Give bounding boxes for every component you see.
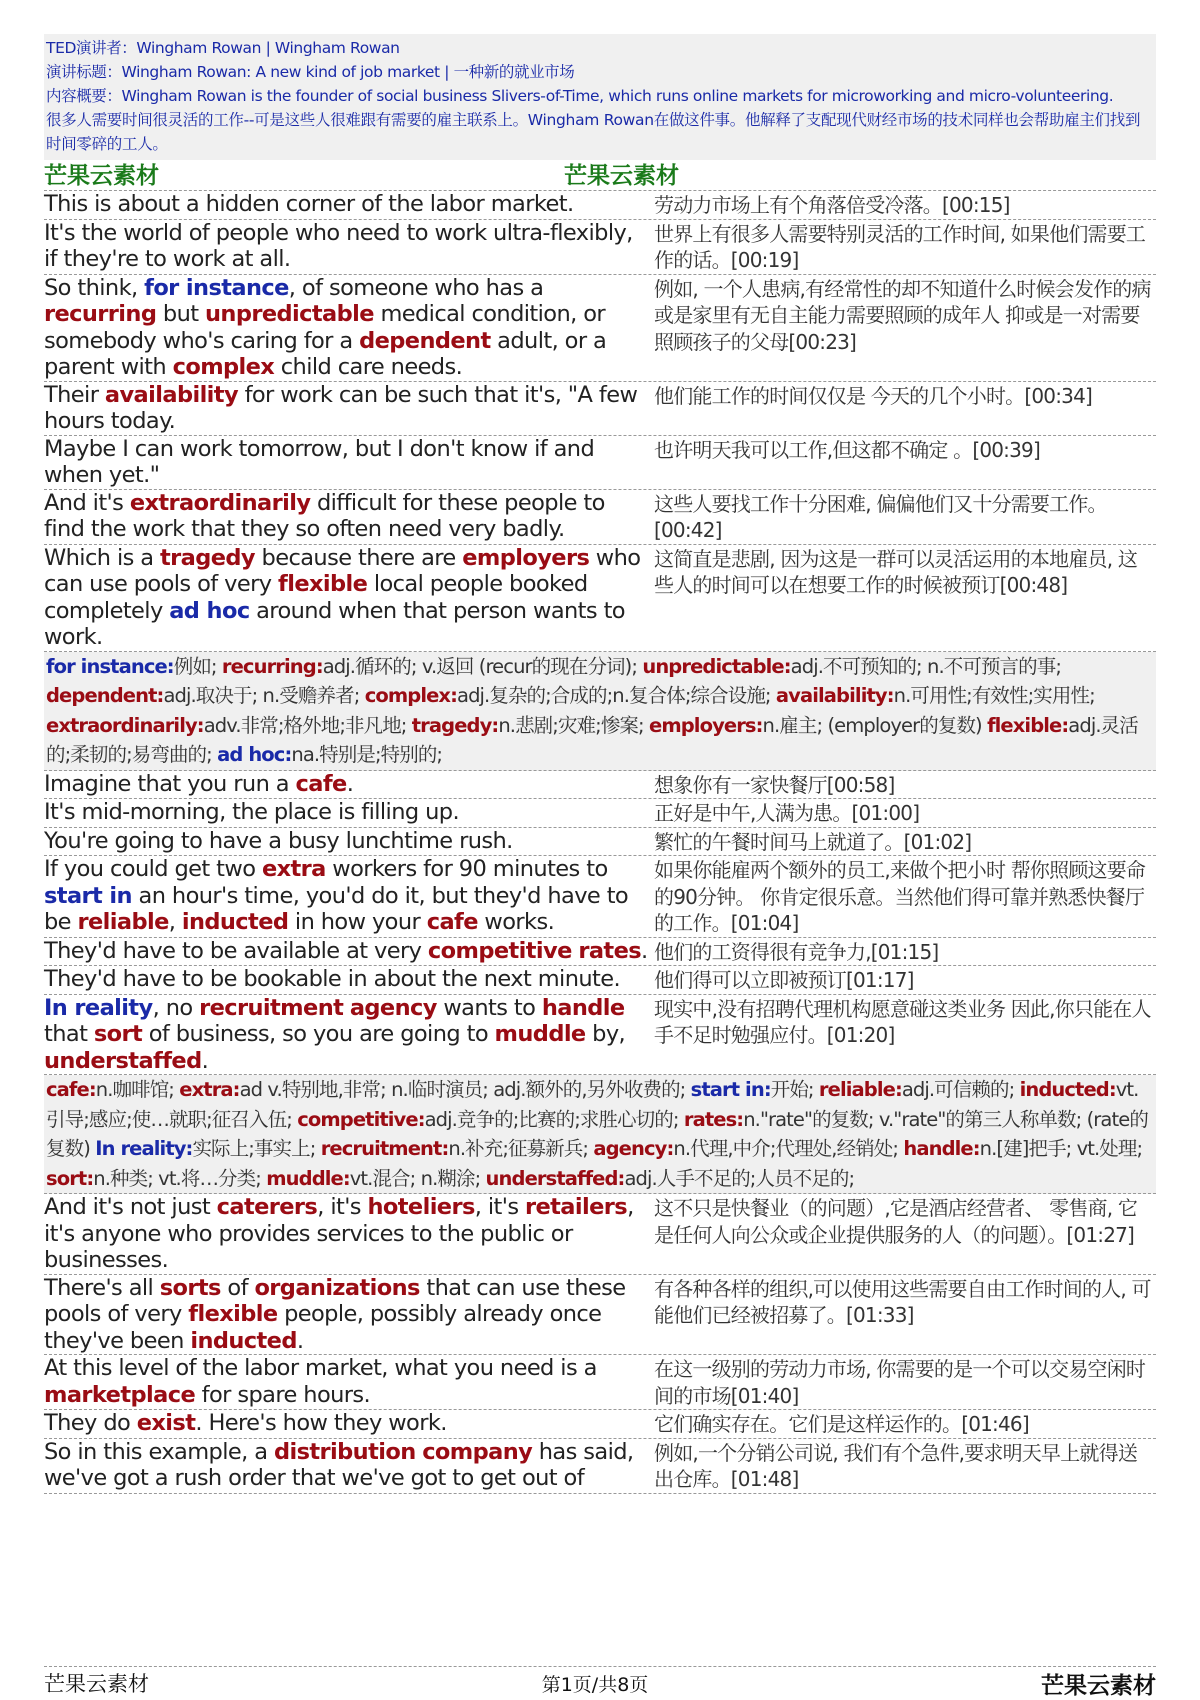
transcript bbox=[44, 191, 1156, 1494]
vocab-definition: adj.复杂的;合成的;n.复合体;综合设施; bbox=[457, 684, 776, 707]
chinese-translation: 这些人要找工作十分困难, 偏偏他们又十分需要工作。[00:42] bbox=[654, 491, 1107, 542]
vocab-term: competitive: bbox=[297, 1107, 425, 1131]
vocab-term: sort: bbox=[46, 1166, 94, 1190]
english-sentence bbox=[44, 490, 654, 544]
chinese-translation: 这不只是快餐业（的问题）,它是酒店经营者、 零售商, 它是任何人向公众或企业提供服务的人（的问题）。[01:27] bbox=[654, 1196, 1138, 1247]
sentence-text: At this level of the labor market, what you need is a bbox=[44, 1355, 597, 1381]
sentence-text: by, bbox=[585, 1021, 626, 1047]
vocab-definition: n.悲剧;灾难;惨案; bbox=[498, 713, 649, 737]
transcript-row bbox=[44, 490, 1156, 545]
vocab-term: muddle: bbox=[266, 1166, 350, 1190]
english-sentence bbox=[44, 1439, 654, 1493]
vocab-keyword: hoteliers bbox=[367, 1194, 475, 1220]
sentence-text: And it's not just bbox=[44, 1194, 217, 1220]
vocab-definition: n.种类; vt.将…分类; bbox=[93, 1166, 267, 1190]
transcript-row bbox=[44, 1410, 1156, 1439]
transcript-row bbox=[44, 436, 1156, 490]
sentence-text: because there are bbox=[255, 544, 463, 571]
english-sentence bbox=[44, 771, 654, 799]
vocab-keyword: exist bbox=[136, 1410, 196, 1436]
footer-left-watermark: 芒果云素材 bbox=[44, 1672, 149, 1696]
sentence-text: who can use pools of very bbox=[44, 544, 641, 597]
vocab-definition: na.特别是;特别的; bbox=[291, 743, 443, 766]
vocab-keyword: retailers bbox=[525, 1194, 628, 1220]
sentence-text: There's all bbox=[44, 1274, 160, 1301]
chinese-translation: 劳动力市场上有个角落倍受冷落。[00:15] bbox=[654, 193, 1010, 217]
vocab-term: recruitment: bbox=[320, 1137, 449, 1160]
sentence-text: It's the world of people who need to work ultra-flexibly, if they're to work at all. bbox=[44, 219, 633, 272]
sentence-text: . bbox=[346, 770, 354, 797]
sentence-text: So think, bbox=[44, 274, 145, 301]
vocab-definition: n.雇主; (employer的复数) bbox=[762, 713, 988, 737]
sentence-text: of bbox=[220, 1274, 255, 1301]
english-sentence bbox=[44, 275, 654, 381]
chinese-translation: 也许明天我可以工作,但这都不确定 。[00:39] bbox=[654, 437, 1040, 462]
transcript-row bbox=[44, 275, 1156, 382]
transcript-row bbox=[44, 1355, 1156, 1410]
transcript-row bbox=[44, 771, 1156, 800]
english-sentence bbox=[44, 1275, 654, 1355]
chinese-translation: 他们的工资得很有竞争力,[01:15] bbox=[654, 939, 939, 964]
sentence-text: Maybe I can work tomorrow, but I don't know if and when yet." bbox=[44, 435, 595, 488]
vocab-term: for instance: bbox=[46, 654, 174, 678]
vocab-keyword: inducted bbox=[181, 909, 289, 935]
vocab-term: employers: bbox=[649, 713, 763, 737]
sentence-text: , it's bbox=[317, 1194, 368, 1220]
sentence-text: adult, or a parent with bbox=[44, 327, 607, 380]
vocab-definition: adj.不可预知的; n.不可预言的事; bbox=[790, 654, 1062, 678]
sentence-text: , it's bbox=[474, 1194, 525, 1220]
vocab-definition: ad v.特别地,非常; n.临时演员; adj.额外的,另外收费的; bbox=[239, 1078, 691, 1101]
sentence-text: Imagine that you run a bbox=[44, 770, 296, 797]
english-sentence bbox=[44, 966, 654, 994]
vocab-definition: vt.引导;感应;使…就职;征召入伍; bbox=[46, 1078, 1139, 1131]
sentence-text: If you could get two bbox=[44, 856, 262, 882]
header-intro-zh: 很多人需要时间很灵活的工作--可是这些人很难跟有需要的雇主联系上。Wingham Rowan在做这件事。他解释了支配现代财经市场的技术同样也会帮助雇主们找到时间零碎的工人。 bbox=[46, 111, 1141, 153]
vocab-keyword: handle bbox=[541, 994, 625, 1021]
sentence-text: , bbox=[168, 909, 182, 935]
english-sentence bbox=[44, 545, 654, 651]
sentence-text: , of someone who has a bbox=[288, 274, 544, 301]
talk-header bbox=[44, 34, 1156, 160]
sentence-text: . Here's how they work. bbox=[195, 1410, 447, 1436]
transcript-row bbox=[44, 966, 1156, 995]
sentence-text: You're going to have a busy lunchtime rush. bbox=[44, 827, 513, 854]
chinese-translation: 想象你有一家快餐厅[00:58] bbox=[654, 772, 895, 797]
sentence-text: So in this example, a bbox=[44, 1438, 274, 1465]
sentence-text: They do bbox=[44, 1410, 137, 1436]
vocab-term: inducted: bbox=[1019, 1078, 1116, 1101]
sentence-text: for spare hours. bbox=[195, 1381, 371, 1408]
chinese-translation: 在这一级别的劳动力市场, 你需要的是一个可以交易空闲时间的市场[01:40] bbox=[654, 1357, 1146, 1408]
english-sentence bbox=[44, 382, 654, 435]
vocab-definition: n.代理,中介;代理处,经销处; bbox=[673, 1137, 904, 1160]
chinese-translation: 正好是中午,人满为患。[01:00] bbox=[654, 801, 920, 825]
chinese-translation: 例如,一个分销公司说, 我们有个急件,要求明天早上就得送出仓库。[01:48] bbox=[654, 1440, 1138, 1491]
vocab-definition: adj.循环的; v.返回 (recur的现在分词); bbox=[322, 654, 643, 678]
vocab-term: ad hoc: bbox=[217, 743, 292, 766]
page bbox=[44, 34, 1156, 1494]
vocab-keyword: dependent bbox=[359, 327, 491, 354]
vocab-definition: n.咖啡馆; bbox=[95, 1078, 180, 1101]
vocab-keyword: cafe bbox=[295, 770, 347, 797]
sentence-text: local people booked completely bbox=[44, 571, 588, 624]
watermark-left: 芒果云素材 bbox=[44, 162, 159, 189]
vocab-keyword: marketplace bbox=[44, 1381, 196, 1408]
sentence-text: that bbox=[44, 1021, 94, 1047]
vocab-definition: vt.混合; n.糊涂; bbox=[349, 1166, 486, 1190]
vocab-term: complex: bbox=[364, 684, 458, 707]
vocab-keyword: tragedy bbox=[160, 544, 255, 571]
vocab-term: start in: bbox=[690, 1078, 771, 1101]
sentence-text: And it's bbox=[44, 489, 130, 516]
vocabulary-notes bbox=[44, 652, 1156, 771]
vocab-definition: adj.竞争的;比赛的;求胜心切的; bbox=[424, 1107, 684, 1131]
vocab-keyword: ad hoc bbox=[169, 597, 250, 624]
watermark-right: 芒果云素材 bbox=[564, 162, 679, 189]
sentence-text: workers for 90 minutes to bbox=[325, 856, 608, 882]
page-footer bbox=[44, 1666, 1156, 1699]
sentence-text: an hour's time, you'd do it, but they'd have to be bbox=[44, 882, 629, 935]
vocab-definition: adj.人手不足的;人员不足的; bbox=[624, 1166, 855, 1190]
vocab-keyword: company bbox=[422, 1438, 533, 1465]
vocab-term: reliable: bbox=[818, 1078, 902, 1101]
sentence-text: This is about a hidden corner of the labor market. bbox=[44, 191, 574, 217]
vocab-keyword: unpredictable bbox=[205, 301, 374, 327]
english-sentence bbox=[44, 828, 654, 856]
transcript-row bbox=[44, 995, 1156, 1076]
english-sentence bbox=[44, 1194, 654, 1274]
transcript-row bbox=[44, 1194, 1156, 1275]
vocab-term: recurring: bbox=[221, 654, 323, 678]
vocab-term: rates: bbox=[683, 1107, 744, 1131]
vocab-term: extraordinarily: bbox=[46, 713, 204, 737]
english-sentence bbox=[44, 191, 654, 219]
vocab-definition: n.可用性;有效性;实用性; bbox=[893, 684, 1095, 707]
vocab-keyword: employers bbox=[462, 544, 590, 571]
sentence-text: . bbox=[641, 937, 648, 964]
vocab-term: tragedy: bbox=[411, 713, 499, 737]
vocab-term: availability: bbox=[775, 684, 894, 707]
sentence-text: , no bbox=[152, 994, 200, 1021]
chinese-translation: 这简直是悲剧, 因为这是一群可以灵活运用的本地雇员, 这些人的时间可以在想要工作的时候被预订[00:48] bbox=[654, 546, 1138, 597]
transcript-row bbox=[44, 799, 1156, 828]
sentence-text: around when that person wants to work. bbox=[44, 597, 625, 650]
english-sentence bbox=[44, 436, 654, 489]
english-sentence bbox=[44, 220, 654, 274]
vocab-keyword: distribution bbox=[273, 1438, 416, 1465]
transcript-row bbox=[44, 938, 1156, 967]
transcript-row bbox=[44, 828, 1156, 857]
chinese-translation: 例如, 一个人患病,有经常性的却不知道什么时候会发作的病 或是家里有无自主能力需要照顾的成年人 抑或是一对需要照顾孩子的父母[00:23] bbox=[654, 276, 1151, 354]
sentence-text: of business, so you are going to bbox=[142, 1021, 495, 1047]
vocab-term: cafe: bbox=[46, 1078, 96, 1101]
vocab-keyword: agency bbox=[349, 994, 437, 1021]
vocab-keyword: muddle bbox=[494, 1021, 586, 1047]
chinese-translation: 如果你能雇两个额外的员工,来做个把小时 帮你照顾这要命的90分钟。 你肯定很乐意。当然他们得可靠并熟悉快餐厅的工作。[01:04] bbox=[654, 858, 1146, 935]
sentence-text: wants to bbox=[436, 994, 542, 1021]
sentence-text: . bbox=[296, 1327, 304, 1354]
vocab-keyword: start in bbox=[44, 882, 132, 909]
vocab-keyword: for instance bbox=[144, 274, 289, 301]
sentence-text: people, possibly already once they've been bbox=[44, 1301, 602, 1354]
header-summary: 内容概要：Wingham Rowan is the founder of social business Slivers-of-Time, which runs online markets for microworking and micro-volunteering. bbox=[46, 87, 1114, 105]
vocab-definition: adj.可信赖的; bbox=[901, 1078, 1020, 1101]
vocab-term: dependent: bbox=[46, 684, 164, 707]
vocab-term: understaffed: bbox=[485, 1166, 625, 1190]
english-sentence bbox=[44, 938, 654, 966]
sentence-text: They'd have to be bookable in about the next minute. bbox=[44, 966, 621, 992]
chinese-translation: 它们确实存在。它们是这样运作的。[01:46] bbox=[654, 1412, 1029, 1436]
vocab-keyword: cafe bbox=[426, 909, 478, 935]
vocab-keyword: recurring bbox=[44, 301, 157, 327]
transcript-row bbox=[44, 191, 1156, 220]
sentence-text: that can use these pools of very bbox=[44, 1274, 626, 1327]
chinese-translation: 世界上有很多人需要特别灵活的工作时间, 如果他们需要工作的话。[00:19] bbox=[654, 221, 1146, 272]
vocab-definition: 实际上;事实上; bbox=[192, 1137, 321, 1160]
vocab-keyword: complex bbox=[172, 354, 275, 380]
english-sentence bbox=[44, 1355, 654, 1409]
sentence-text: Their bbox=[44, 381, 105, 408]
vocab-keyword: rates bbox=[578, 937, 642, 964]
chinese-translation: 他们能工作的时间仅仅是 今天的几个小时。[00:34] bbox=[654, 383, 1092, 408]
transcript-row bbox=[44, 1275, 1156, 1356]
vocab-term: agency: bbox=[593, 1137, 674, 1160]
english-sentence bbox=[44, 799, 654, 827]
transcript-row bbox=[44, 382, 1156, 436]
vocab-keyword: flexible bbox=[188, 1301, 278, 1327]
english-sentence bbox=[44, 856, 654, 937]
vocab-keyword: reliable bbox=[77, 909, 169, 935]
vocab-term: handle: bbox=[903, 1137, 980, 1160]
vocab-definition: adv.非常;格外地;非凡地; bbox=[203, 713, 412, 737]
sentence-text: works. bbox=[477, 909, 555, 935]
vocab-term: In reality: bbox=[95, 1137, 193, 1160]
chinese-translation: 繁忙的午餐时间马上就道了。[01:02] bbox=[654, 829, 972, 854]
header-speaker: TED演讲者：Wingham Rowan | Wingham Rowan bbox=[46, 39, 400, 57]
vocab-definition: n."rate"的复数; v."rate"的第三人称单数; (rate的复数) bbox=[46, 1107, 1148, 1160]
vocab-keyword: extraordinarily bbox=[129, 489, 311, 516]
vocab-definition: adj.灵活的;柔韧的;易弯曲的; bbox=[46, 713, 1138, 766]
vocab-keyword: inducted bbox=[190, 1327, 297, 1354]
transcript-row bbox=[44, 1439, 1156, 1494]
vocab-definition: 例如; bbox=[173, 654, 222, 678]
chinese-translation: 有各种各样的组织,可以使用这些需要自由工作时间的人, 可能他们已经被招募了。[01:33] bbox=[654, 1276, 1151, 1327]
sentence-text: has said, we've got a rush order that we've got to get out of bbox=[44, 1438, 634, 1491]
sentence-text: It's mid-morning, the place is filling up. bbox=[44, 799, 459, 825]
header-title: 演讲标题：Wingham Rowan: A new kind of job market | 一种新的就业市场 bbox=[46, 63, 575, 81]
vocab-keyword: extra bbox=[261, 856, 326, 882]
vocab-keyword: sorts bbox=[159, 1274, 221, 1301]
transcript-row bbox=[44, 220, 1156, 275]
vocab-definition: n.[建]把手; vt.处理; bbox=[979, 1137, 1143, 1160]
vocab-keyword: understaffed bbox=[44, 1047, 202, 1074]
vocab-term: flexible: bbox=[987, 713, 1069, 737]
vocab-keyword: organizations bbox=[254, 1274, 420, 1301]
sentence-text: Which is a bbox=[44, 544, 161, 571]
vocab-definition: adj.取决于; n.受赡养者; bbox=[163, 684, 365, 707]
vocab-definition: 开始; bbox=[770, 1078, 819, 1101]
vocab-keyword: recruitment bbox=[199, 994, 344, 1021]
footer-right-watermark: 芒果云素材 bbox=[1041, 1671, 1156, 1699]
vocab-definition: n.补充;征募新兵; bbox=[448, 1137, 594, 1160]
vocab-term: extra: bbox=[179, 1078, 240, 1101]
vocab-term: unpredictable: bbox=[642, 654, 791, 678]
vocabulary-notes bbox=[44, 1075, 1156, 1194]
transcript-row bbox=[44, 856, 1156, 938]
vocab-keyword: flexible bbox=[278, 571, 368, 597]
sentence-text: . bbox=[201, 1047, 209, 1074]
vocab-keyword: availability bbox=[104, 381, 239, 408]
sentence-text: medical condition, or somebody who's caring for a bbox=[44, 301, 606, 354]
transcript-row bbox=[44, 545, 1156, 652]
sentence-text: They'd have to be available at very bbox=[44, 937, 428, 964]
sentence-text: difficult for these people to find the work that they so often need very badly. bbox=[44, 489, 605, 542]
vocab-keyword: caterers bbox=[216, 1194, 318, 1220]
sentence-text: but bbox=[156, 301, 206, 327]
vocab-keyword: competitive bbox=[427, 937, 572, 964]
sentence-text: child care needs. bbox=[274, 354, 463, 380]
sentence-text: , it's anyone who provides services to the public or businesses. bbox=[44, 1194, 634, 1273]
page-number: 第1页/共8页 bbox=[541, 1673, 649, 1696]
vocab-keyword: sort bbox=[93, 1021, 143, 1047]
chinese-translation: 现实中,没有招聘代理机构愿意碰这类业务 因此,你只能在人手不足时勉强应付。[01:20] bbox=[654, 996, 1151, 1047]
vocab-keyword: In reality bbox=[44, 994, 153, 1021]
english-sentence bbox=[44, 1410, 654, 1438]
chinese-translation: 他们得可以立即被预订[01:17] bbox=[654, 968, 914, 992]
sentence-text: in how your bbox=[288, 909, 427, 935]
english-sentence bbox=[44, 995, 654, 1075]
sentence-text: for work can be such that it's, "A few hours today. bbox=[44, 381, 638, 434]
watermark-line bbox=[44, 160, 1156, 191]
